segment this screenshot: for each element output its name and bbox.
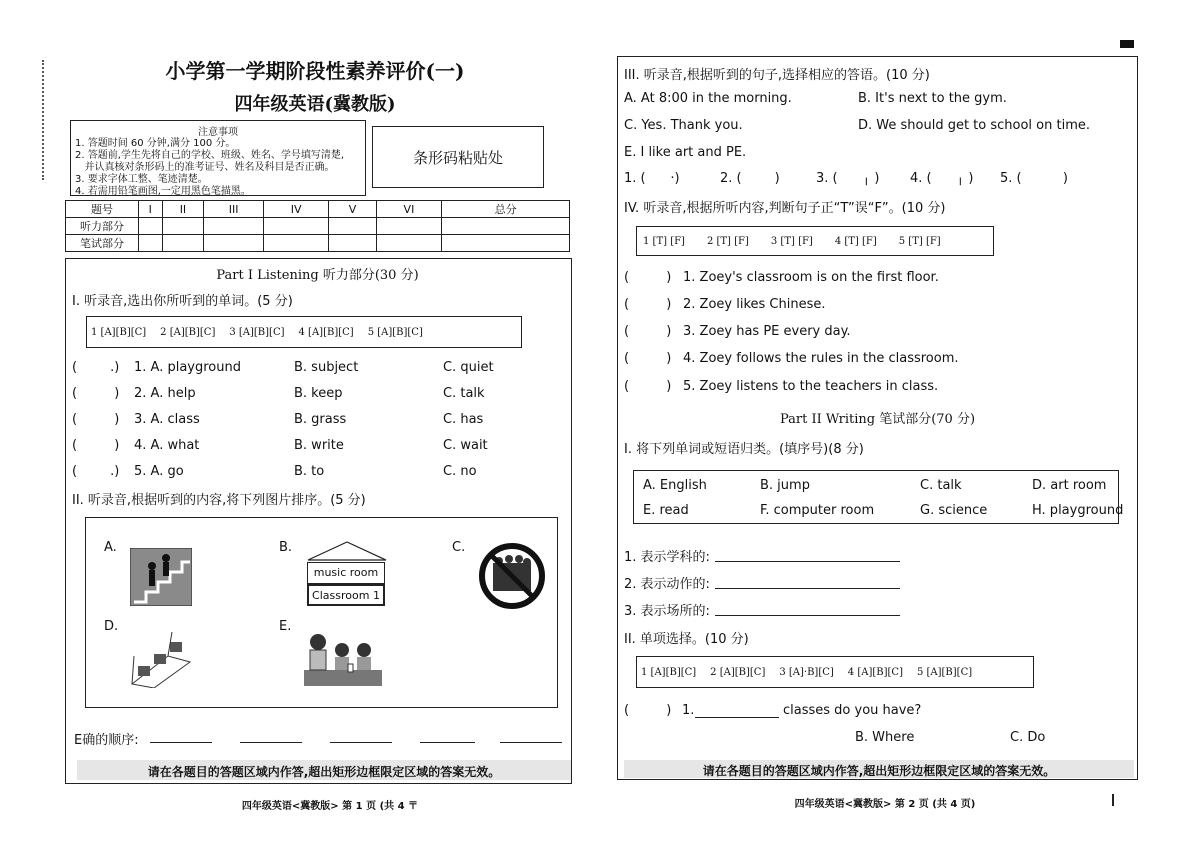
bubble-group[interactable]: 1 [A][B][C] [641,666,697,678]
classify-line-label: 2. 表示动作的: [624,577,710,592]
computer-room-image [128,626,194,688]
answer-paren[interactable]: ( ) [624,351,672,366]
score-header: 题号 [66,201,139,218]
page-footer: 四年级英语<冀教版> 第 1 页 (共 4 〒 [241,801,419,812]
option-b: B. write [294,438,344,453]
word-bank-item: A. English [643,478,707,493]
barcode-area [372,126,544,188]
classify-line-label: 1. 表示学科的: [624,550,710,565]
order-label: E确的顺序: [74,733,139,748]
answer-paren[interactable]: ( ) [624,703,672,718]
word-bank-item: C. talk [920,478,962,493]
corner-mark [1120,40,1134,48]
sec3-answer[interactable]: 2. ( ) [720,171,780,186]
bubble-group[interactable]: 5 [A][B][C] [916,666,973,678]
answer-paren[interactable]: ( ) [624,270,672,285]
option-b: B. grass [294,412,347,427]
classify-blank[interactable] [715,561,900,562]
tf-statement: 5. Zoey listens to the teachers in class. [683,379,939,394]
w2-bubble-box [636,656,1034,688]
w1-title: I. 将下列单词或短语归类。(填序号)(8 分) [624,442,864,457]
notice-line: 并认真核对条形码上的准考证号、姓名及科目是否正确。 [75,162,335,173]
bubble-group[interactable]: 3 [A]·B][C] [779,666,834,678]
sec4-title: IV. 听录音,根据所听内容,判断句子正“T”误“F”。(10 分) [624,201,946,216]
room-sign-text: Classroom 1 [312,589,380,602]
sec3-option: C. Yes. Thank you. [624,118,743,133]
right-edge-mark [1112,794,1114,806]
bubble-group[interactable]: 4 [T] [F] [834,235,877,247]
option-a: 2. A. help [134,386,196,401]
pic-label: A. [104,540,117,555]
word-bank-item: B. jump [760,478,810,493]
sec2-title: II. 听录音,根据听到的内容,将下列图片排序。(5 分) [72,493,366,508]
option-b: B. keep [294,386,343,401]
sec3-option: B. It's next to the gym. [858,91,1007,106]
answer-paren[interactable]: ( ) [72,438,120,453]
sec1-bubble-box [86,316,522,348]
order-blank[interactable] [420,742,475,743]
score-header: I [139,201,163,218]
stairs-sign-image [130,548,192,606]
pic-label: E. [279,619,292,634]
classify-blank[interactable] [715,588,900,589]
sec4-bubble-box [636,226,994,256]
word-bank-item: F. computer room [760,503,875,518]
bubble-group[interactable]: 1 [T] [F] [643,235,685,247]
option-c: C. has [443,412,484,427]
score-header: IV [263,201,328,218]
answer-paren[interactable]: ( ) [72,386,120,401]
score-row-label: 听力部分 [66,218,139,235]
exam-title: 小学第一学期阶段性素养评价(一) [165,59,465,83]
exam-subtitle: 四年级英语(冀教版) [234,94,396,115]
score-header: III [204,201,264,218]
order-blank[interactable] [330,742,392,743]
room-sign-text: music room [313,566,379,579]
sec3-option: D. We should get to school on time. [858,118,1091,133]
notice-line: 2. 答题前,学生先将自己的学校、班级、姓名、学号填写清楚, [75,150,345,161]
no-crowd-sign-image [479,543,545,609]
option-a: 1. A. playground [134,360,241,375]
option-c: C. Do [1010,730,1046,745]
footer-note: 请在各题目的答题区域内作答,超出矩形边框限定区域的答案无效。 [147,765,501,779]
sec3-title: III. 听录音,根据听到的句子,选择相应的答语。(10 分) [624,68,930,83]
part2-title: Part II Writing 笔试部分(70 分) [779,412,976,427]
question-number: 1. [682,703,695,718]
room-sign-roof [306,540,388,562]
word-bank-item: H. playground [1032,503,1124,518]
tf-statement: 2. Zoey likes Chinese. [683,297,826,312]
sec3-answer[interactable]: 4. ( ╷ ) [910,171,974,186]
classify-blank[interactable] [715,615,900,616]
tf-statement: 4. Zoey follows the rules in the classroom. [683,351,959,366]
notice-box [70,120,366,196]
order-blank[interactable] [150,742,212,743]
notice-heading: 注意事项 [198,127,238,138]
bubble-group[interactable]: 4 [A][B][C] [298,326,354,338]
question-blank[interactable] [695,717,779,718]
pic-label: B. [279,540,293,555]
footer-note: 请在各题目的答题区域内作答,超出矩形边框限定区域的答案无效。 [702,764,1056,778]
option-a: 3. A. class [134,412,200,427]
option-b: B. Where [855,730,915,745]
score-header: VI [376,201,441,218]
word-bank-item: D. art room [1032,478,1107,493]
sec3-answer[interactable]: 1. ( ‧) [624,171,680,186]
notice-line: 4. 若需用铅笔画图,一定用黑色笔描黑。 [75,186,251,197]
bubble-group[interactable]: 4 [A][B][C] [847,666,903,678]
order-blank[interactable] [240,742,302,743]
binding-dots [42,60,44,180]
bubble-group[interactable]: 2 [A][B][C] [710,666,766,678]
bubble-group[interactable]: 5 [T] [F] [898,235,941,247]
option-c: C. no [443,464,477,479]
tf-statement: 3. Zoey has PE every day. [683,324,851,339]
option-c: C. wait [443,438,488,453]
option-b: B. subject [294,360,359,375]
room-sign-classroom [307,584,385,606]
order-blank[interactable] [500,742,562,743]
score-header: V [329,201,376,218]
answer-paren[interactable]: ( .) [72,360,120,375]
sec3-answer[interactable]: 5. ( ) [1000,171,1069,186]
bubble-group[interactable]: 2 [T] [F] [706,235,749,247]
sec3-answer[interactable]: 3. ( ╷ ) [816,171,880,186]
bubble-group[interactable]: 3 [A][B][C] [229,326,285,338]
w2-title: II. 单项选择。(10 分) [624,632,749,647]
answer-paren[interactable]: ( ) [624,324,672,339]
answer-paren[interactable]: ( ) [624,297,672,312]
notice-line: 1. 答题时间 60 分钟,满分 100 分。 [75,138,236,149]
pic-label: C. [452,540,466,555]
option-a: 5. A. go [134,464,184,479]
barcode-label: 条形码粘贴处 [412,148,503,167]
answer-paren[interactable]: ( ) [624,379,672,394]
word-bank-item: E. read [643,503,689,518]
option-a: 4. A. what [134,438,200,453]
option-b: B. to [294,464,325,479]
classify-line-label: 3. 表示场所的: [624,604,710,619]
answer-paren[interactable]: ( .) [72,464,120,479]
part1-title: Part I Listening 听力部分(30 分) [216,268,419,283]
question-text: classes do you have? [783,703,922,718]
word-bank-item: G. science [920,503,988,518]
answer-paren[interactable]: ( ) [72,412,120,427]
score-header: II [162,201,204,218]
bubble-group[interactable]: 1 [A][B][C] [91,326,147,338]
score-table [65,200,570,252]
bubble-group[interactable]: 5 [A][B][C] [367,326,423,338]
notice-line: 3. 要求字体工整、笔迹清楚。 [75,174,208,185]
sec3-option: A. At 8:00 in the morning. [624,91,792,106]
tf-statement: 1. Zoey's classroom is on the first floor. [683,270,939,285]
sec1-title: I. 听录音,选出你所听到的单词。(5 分) [72,294,293,309]
option-c: C. talk [443,386,485,401]
pic-label: D. [104,619,119,634]
score-header: 总分 [442,201,570,218]
score-row-label: 笔试部分 [66,235,139,252]
bubble-group[interactable]: 3 [T] [F] [770,235,813,247]
bubble-group[interactable]: 2 [A][B][C] [160,326,216,338]
room-sign-music [307,562,385,584]
science-lab-image [304,630,382,688]
option-c: C. quiet [443,360,494,375]
sec3-option: E. I like art and PE. [624,145,747,160]
page-footer: 四年级英语<冀教版> 第 2 页 (共 4 页) [794,799,976,810]
